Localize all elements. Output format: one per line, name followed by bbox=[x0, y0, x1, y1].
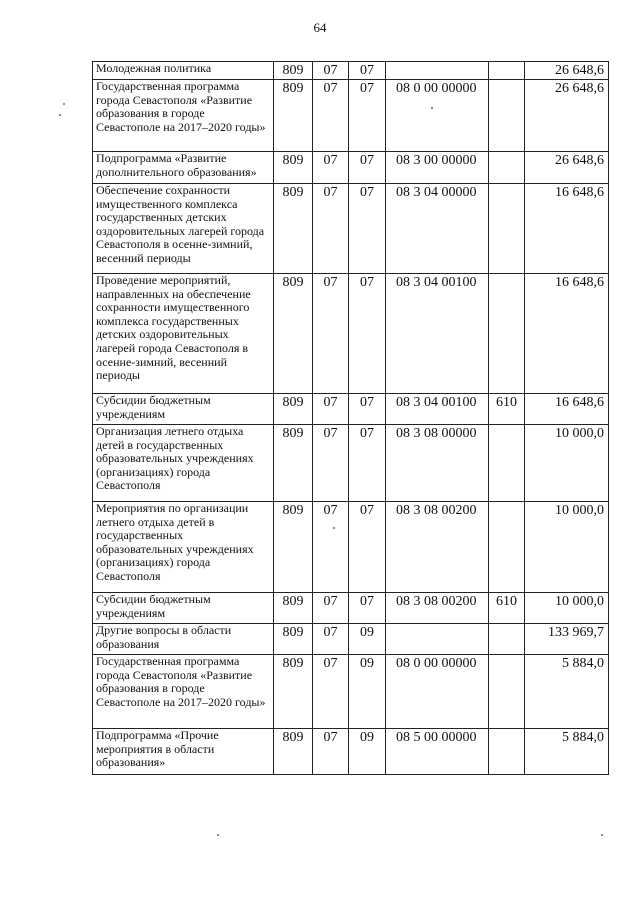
expense-type-code bbox=[489, 425, 525, 502]
target-article-code bbox=[386, 624, 489, 655]
scan-speck bbox=[333, 527, 335, 529]
section-code: 07 bbox=[313, 152, 349, 184]
amount: 5 884,0 bbox=[525, 729, 609, 775]
target-article-code: 08 3 04 00100 bbox=[386, 274, 489, 394]
expense-type-code bbox=[489, 184, 525, 274]
table-row bbox=[93, 502, 609, 593]
amount: 26 648,6 bbox=[525, 80, 609, 152]
ministry-code: 809 bbox=[274, 425, 313, 502]
amount: 10 000,0 bbox=[525, 593, 609, 624]
subsection-code: 07 bbox=[349, 274, 386, 394]
target-article-code: 08 0 00 00000 bbox=[386, 80, 489, 152]
row-name: Подпрограмма «Развитие дополнительного образования» bbox=[93, 152, 274, 184]
amount: 133 969,7 bbox=[525, 624, 609, 655]
row-name: Государственная программа города Севастополя «Развитие образования в городе Севастополе на 2017–2020 годы» bbox=[93, 80, 274, 152]
row-name: Проведение мероприятий, направленных на обеспечение сохранности имущественного комплекса государственных детских оздоровительных лагерей города Севастополя в осенне-зимний, весенний периоды bbox=[93, 274, 274, 394]
expense-type-code: 610 bbox=[489, 394, 525, 425]
subsection-code: 07 bbox=[349, 184, 386, 274]
row-name: Мероприятия по организации летнего отдыха детей в государственных образовательных учреждениях (организациях) города Севастополя bbox=[93, 502, 274, 593]
section-code: 07 bbox=[313, 593, 349, 624]
expense-type-code bbox=[489, 624, 525, 655]
ministry-code: 809 bbox=[274, 274, 313, 394]
ministry-code: 809 bbox=[274, 502, 313, 593]
ministry-code: 809 bbox=[274, 62, 313, 80]
scan-speck bbox=[217, 834, 219, 836]
table-row bbox=[93, 729, 609, 775]
table-row bbox=[93, 655, 609, 729]
row-name: Молодежная политика bbox=[93, 62, 274, 80]
row-name: Субсидии бюджетным учреждениям bbox=[93, 593, 274, 624]
amount: 10 000,0 bbox=[525, 502, 609, 593]
section-code: 07 bbox=[313, 425, 349, 502]
ministry-code: 809 bbox=[274, 394, 313, 425]
ministry-code: 809 bbox=[274, 729, 313, 775]
ministry-code: 809 bbox=[274, 593, 313, 624]
ministry-code: 809 bbox=[274, 624, 313, 655]
expense-type-code bbox=[489, 152, 525, 184]
subsection-code: 09 bbox=[349, 729, 386, 775]
section-code: 07 bbox=[313, 184, 349, 274]
amount: 16 648,6 bbox=[525, 274, 609, 394]
table-row bbox=[93, 184, 609, 274]
target-article-code: 08 3 08 00200 bbox=[386, 593, 489, 624]
budget-table bbox=[92, 61, 609, 775]
subsection-code: 09 bbox=[349, 655, 386, 729]
subsection-code: 07 bbox=[349, 80, 386, 152]
expense-type-code bbox=[489, 655, 525, 729]
subsection-code: 07 bbox=[349, 502, 386, 593]
expense-type-code bbox=[489, 502, 525, 593]
subsection-code: 07 bbox=[349, 394, 386, 425]
section-code: 07 bbox=[313, 62, 349, 80]
amount: 5 884,0 bbox=[525, 655, 609, 729]
expense-type-code: 610 bbox=[489, 593, 525, 624]
ministry-code: 809 bbox=[274, 184, 313, 274]
expense-type-code bbox=[489, 62, 525, 80]
amount: 16 648,6 bbox=[525, 184, 609, 274]
target-article-code: 08 3 04 00100 bbox=[386, 394, 489, 425]
subsection-code: 07 bbox=[349, 62, 386, 80]
target-article-code: 08 3 00 00000 bbox=[386, 152, 489, 184]
scan-speck bbox=[601, 834, 603, 836]
row-name: Подпрограмма «Прочие мероприятия в области образования» bbox=[93, 729, 274, 775]
scan-speck bbox=[59, 114, 61, 116]
target-article-code: 08 0 00 00000 bbox=[386, 655, 489, 729]
amount: 10 000,0 bbox=[525, 425, 609, 502]
target-article-code: 08 3 04 00000 bbox=[386, 184, 489, 274]
target-article-code: 08 5 00 00000 bbox=[386, 729, 489, 775]
amount: 16 648,6 bbox=[525, 394, 609, 425]
amount: 26 648,6 bbox=[525, 152, 609, 184]
scan-speck bbox=[431, 107, 433, 109]
amount: 26 648,6 bbox=[525, 62, 609, 80]
expense-type-code bbox=[489, 729, 525, 775]
section-code: 07 bbox=[313, 502, 349, 593]
subsection-code: 07 bbox=[349, 152, 386, 184]
section-code: 07 bbox=[313, 729, 349, 775]
page-number: 64 bbox=[313, 20, 327, 35]
table-row bbox=[93, 152, 609, 184]
ministry-code: 809 bbox=[274, 655, 313, 729]
row-name: Обеспечение сохранности имущественного комплекса государственных детских оздоровительных лагерей города Севастополя в осенне-зимний, весенний периоды bbox=[93, 184, 274, 274]
table-row bbox=[93, 425, 609, 502]
table-row bbox=[93, 274, 609, 394]
ministry-code: 809 bbox=[274, 152, 313, 184]
section-code: 07 bbox=[313, 274, 349, 394]
section-code: 07 bbox=[313, 80, 349, 152]
subsection-code: 09 bbox=[349, 624, 386, 655]
section-code: 07 bbox=[313, 655, 349, 729]
target-article-code: 08 3 08 00200 bbox=[386, 502, 489, 593]
row-name: Государственная программа города Севастополя «Развитие образования в городе Севастополе на 2017–2020 годы» bbox=[93, 655, 274, 729]
expense-type-code bbox=[489, 80, 525, 152]
table-row bbox=[93, 62, 609, 80]
table-row bbox=[93, 624, 609, 655]
target-article-code: 08 3 08 00000 bbox=[386, 425, 489, 502]
subsection-code: 07 bbox=[349, 593, 386, 624]
section-code: 07 bbox=[313, 394, 349, 425]
row-name: Субсидии бюджетным учреждениям bbox=[93, 394, 274, 425]
ministry-code: 809 bbox=[274, 80, 313, 152]
section-code: 07 bbox=[313, 624, 349, 655]
expense-type-code bbox=[489, 274, 525, 394]
row-name: Организация летнего отдыха детей в государственных образовательных учреждениях (организациях) города Севастополя bbox=[93, 425, 274, 502]
scan-speck bbox=[63, 103, 65, 105]
target-article-code bbox=[386, 62, 489, 80]
table-row bbox=[93, 80, 609, 152]
row-name: Другие вопросы в области образования bbox=[93, 624, 274, 655]
subsection-code: 07 bbox=[349, 425, 386, 502]
table-row bbox=[93, 593, 609, 624]
table-row bbox=[93, 394, 609, 425]
